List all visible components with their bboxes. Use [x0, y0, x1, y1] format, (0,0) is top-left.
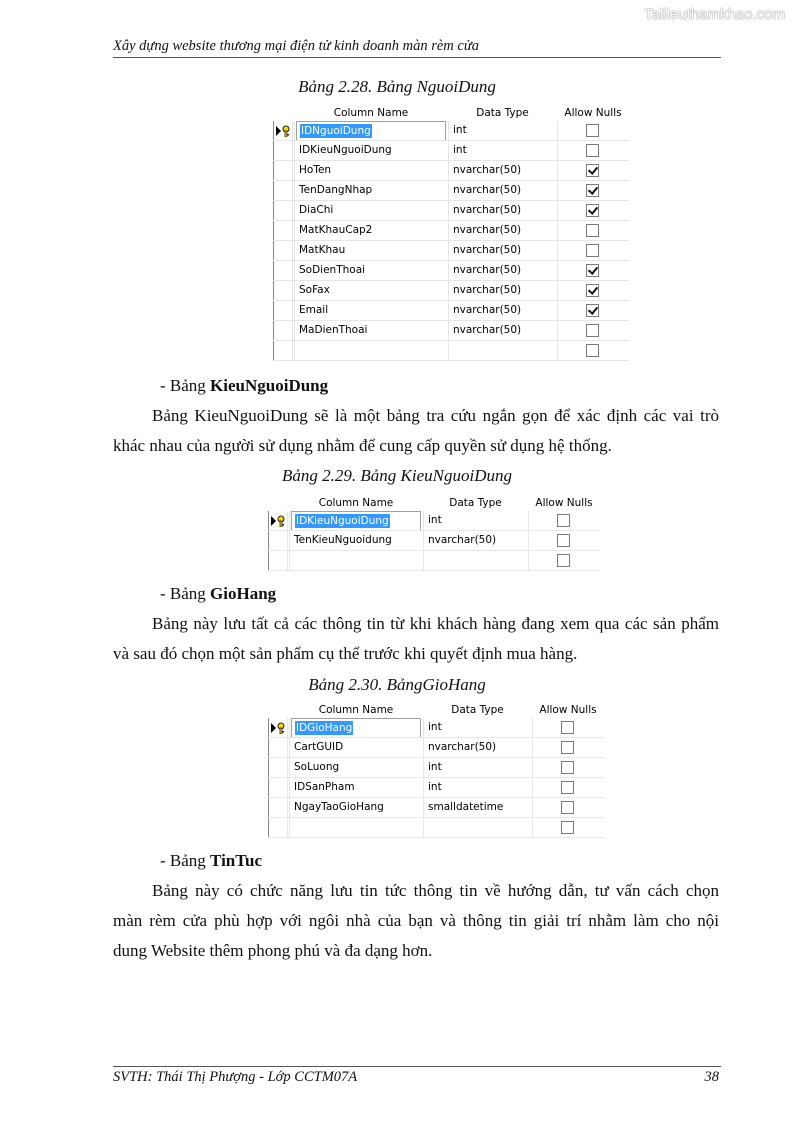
data-type-cell[interactable]: nvarchar(50) [428, 741, 497, 753]
column-name-cell[interactable]: SoLuong [294, 761, 340, 773]
allow-nulls-header: Allow Nulls [539, 704, 597, 716]
table-row[interactable] [268, 738, 604, 758]
allow-nulls-checkbox[interactable] [586, 264, 599, 277]
column-name-input[interactable]: IDNguoiDung [296, 121, 446, 141]
allow-nulls-checkbox[interactable] [586, 324, 599, 337]
data-type-cell[interactable]: nvarchar(50) [453, 204, 522, 216]
data-type-cell[interactable]: nvarchar(50) [453, 324, 522, 336]
page-number: 38 [704, 1069, 719, 1085]
primary-key-icon [271, 515, 287, 527]
column-name-cell[interactable]: MaDienThoai [299, 324, 368, 336]
row-selector[interactable] [268, 798, 288, 817]
data-type-cell[interactable]: nvarchar(50) [453, 224, 522, 236]
grid-row-divider [273, 360, 629, 361]
allow-nulls-checkbox[interactable] [557, 554, 570, 567]
data-type-cell[interactable]: int [428, 761, 442, 773]
column-name-cell[interactable]: TenDangNhap [299, 184, 373, 196]
column-name-cell[interactable]: TenKieuNguoidung [294, 534, 392, 546]
data-type-cell[interactable] [448, 341, 557, 360]
data-type-cell[interactable]: nvarchar(50) [453, 244, 522, 256]
table-row[interactable] [273, 321, 629, 341]
data-type-header: Data Type [449, 497, 502, 509]
row-selector[interactable] [268, 758, 288, 777]
column-name-cell[interactable]: MatKhauCap2 [299, 224, 373, 236]
data-type-cell[interactable]: nvarchar(50) [453, 284, 522, 296]
column-name-header: Column Name [318, 704, 394, 716]
table-2-29-caption: Bảng 2.29. Bảng KieuNguoiDung [282, 466, 512, 485]
table-2-28-caption: Bảng 2.28. Bảng NguoiDung [298, 77, 496, 96]
row-selector[interactable] [273, 341, 293, 360]
row-selector[interactable] [268, 718, 288, 737]
row-selector[interactable] [273, 261, 293, 280]
allow-nulls-checkbox[interactable] [586, 184, 599, 197]
row-selector[interactable] [273, 141, 293, 160]
allow-nulls-checkbox[interactable] [586, 124, 599, 137]
table-row[interactable] [268, 758, 604, 778]
grid-row-divider [268, 837, 604, 838]
column-name-cell[interactable]: DiaChi [299, 204, 334, 216]
grid-row-divider [268, 570, 600, 571]
allow-nulls-header: Allow Nulls [535, 497, 593, 509]
allow-nulls-checkbox[interactable] [586, 244, 599, 257]
table-row[interactable] [273, 201, 629, 221]
table-row[interactable] [273, 261, 629, 281]
row-selector[interactable] [268, 511, 288, 530]
primary-key-icon [276, 125, 292, 137]
row-selector[interactable] [273, 181, 293, 200]
table-row[interactable] [273, 141, 629, 161]
data-type-cell[interactable] [423, 818, 532, 837]
section-title-tintuc: - Bảng TinTuc [160, 851, 263, 870]
column-name-cell[interactable]: HoTen [299, 164, 332, 176]
column-name-input[interactable]: IDKieuNguoiDung [291, 511, 421, 531]
data-type-cell[interactable]: smalldatetime [428, 801, 504, 813]
column-name-cell[interactable] [294, 341, 448, 360]
allow-nulls-checkbox[interactable] [586, 144, 599, 157]
table-row[interactable] [273, 281, 629, 301]
column-name-cell[interactable] [289, 818, 423, 837]
table-row[interactable] [273, 161, 629, 181]
column-name-header: Column Name [318, 497, 394, 509]
data-type-cell[interactable]: int [428, 514, 442, 526]
paragraph-giohang [113, 609, 719, 669]
row-selector[interactable] [273, 161, 293, 180]
table-row[interactable] [268, 778, 604, 798]
table-row[interactable] [273, 301, 629, 321]
allow-nulls-checkbox[interactable] [561, 741, 574, 754]
page-header-title: Xây dựng website thương mại điện tử kinh doanh màn rèm cửa [113, 38, 479, 54]
column-name-header: Column Name [333, 107, 409, 119]
row-selector[interactable] [273, 281, 293, 300]
row-selector[interactable] [268, 738, 288, 757]
data-type-header: Data Type [476, 107, 529, 119]
table-row[interactable] [268, 531, 600, 551]
column-name-cell[interactable] [289, 551, 423, 570]
data-type-cell[interactable]: int [428, 781, 442, 793]
row-selector[interactable] [273, 321, 293, 340]
column-name-cell[interactable]: IDSanPham [294, 781, 355, 793]
data-type-cell[interactable]: nvarchar(50) [453, 264, 522, 276]
column-name-cell[interactable]: CartGUID [294, 741, 344, 753]
allow-nulls-checkbox[interactable] [586, 224, 599, 237]
allow-nulls-checkbox[interactable] [586, 284, 599, 297]
table-row[interactable] [268, 511, 600, 531]
table-row[interactable] [268, 818, 604, 838]
row-selector[interactable] [273, 241, 293, 260]
allow-nulls-checkbox[interactable] [561, 821, 574, 834]
column-name-cell[interactable]: MatKhau [299, 244, 346, 256]
allow-nulls-checkbox[interactable] [561, 781, 574, 794]
paragraph-line: Bảng này có chức năng lưu tin tức thông tin về hướng dẫn, tư vấn cách chọn [152, 881, 719, 900]
data-type-cell[interactable]: nvarchar(50) [453, 304, 522, 316]
data-type-cell[interactable]: nvarchar(50) [428, 534, 497, 546]
table-row[interactable] [273, 181, 629, 201]
allow-nulls-checkbox[interactable] [586, 204, 599, 217]
table-row[interactable] [273, 341, 629, 361]
paragraph-line: và sau đó chọn một sản phẩm cụ thể trước khi quyết định mua hàng. [113, 644, 578, 663]
allow-nulls-checkbox[interactable] [561, 761, 574, 774]
data-type-cell[interactable]: nvarchar(50) [453, 164, 522, 176]
data-type-cell[interactable] [423, 551, 528, 570]
allow-nulls-checkbox[interactable] [586, 344, 599, 357]
column-name-cell[interactable]: NgayTaoGioHang [294, 801, 384, 813]
row-selector[interactable] [268, 778, 288, 797]
table-row[interactable] [268, 798, 604, 818]
paragraph-line: khác nhau của người sử dụng nhằm để cung cấp quyền sử dụng hệ thống. [113, 436, 612, 455]
allow-nulls-checkbox[interactable] [586, 164, 599, 177]
allow-nulls-header: Allow Nulls [564, 107, 622, 119]
section-title-giohang: - Bảng GioHang [160, 584, 277, 603]
column-name-cell[interactable]: IDKieuNguoiDung [299, 144, 392, 156]
table-row[interactable] [268, 718, 604, 738]
table-2-30-caption: Bảng 2.30. BảngGioHang [308, 675, 486, 694]
paragraph-line: Bảng KieuNguoiDung sẽ là một bảng tra cứu ngắn gọn để xác định các vai trò [152, 406, 719, 425]
data-type-cell[interactable]: nvarchar(50) [453, 184, 522, 196]
table-row[interactable] [268, 551, 600, 571]
allow-nulls-checkbox[interactable] [557, 534, 570, 547]
row-selector[interactable] [273, 201, 293, 220]
primary-key-icon [271, 722, 287, 734]
data-type-header: Data Type [451, 704, 504, 716]
column-name-cell[interactable]: SoFax [299, 284, 330, 296]
allow-nulls-checkbox[interactable] [561, 721, 574, 734]
column-name-input[interactable]: IDGioHang [291, 718, 421, 738]
paragraph-tintuc [113, 876, 719, 966]
data-type-cell[interactable]: int [453, 124, 467, 136]
paragraph-line: màn rèm cửa phù hợp với ngôi nhà của bạn và thông tin giải trí nhằm làm cho nội [113, 911, 719, 930]
footer-divider [113, 1066, 721, 1067]
data-type-cell[interactable]: int [453, 144, 467, 156]
row-selector[interactable] [268, 551, 288, 570]
row-selector[interactable] [273, 121, 293, 140]
section-title-kieunguoidung: - Bảng KieuNguoiDung [160, 376, 329, 395]
data-type-cell[interactable]: int [428, 721, 442, 733]
allow-nulls-checkbox[interactable] [561, 801, 574, 814]
allow-nulls-checkbox[interactable] [586, 304, 599, 317]
paragraph-line: Bảng này lưu tất cả các thông tin từ khi khách hàng đang xem qua các sản phẩm [152, 614, 719, 633]
allow-nulls-checkbox[interactable] [557, 514, 570, 527]
row-selector[interactable] [273, 301, 293, 320]
table-row[interactable] [273, 121, 629, 141]
footer-author: SVTH: Thái Thị Phượng - Lớp CCTM07A [113, 1069, 358, 1085]
column-name-cell[interactable]: SoDienThoai [299, 264, 366, 276]
row-selector[interactable] [273, 221, 293, 240]
paragraph-kieunguoidung [113, 401, 719, 461]
column-name-cell[interactable]: Email [299, 304, 329, 316]
paragraph-line: dung Website thêm phong phú và đa dạng hơn. [113, 941, 433, 960]
header-divider [113, 57, 721, 58]
table-row[interactable] [273, 221, 629, 241]
watermark: Tailieuthamkhao.com [644, 6, 785, 23]
row-selector[interactable] [268, 818, 288, 837]
table-row[interactable] [273, 241, 629, 261]
row-selector[interactable] [268, 531, 288, 550]
